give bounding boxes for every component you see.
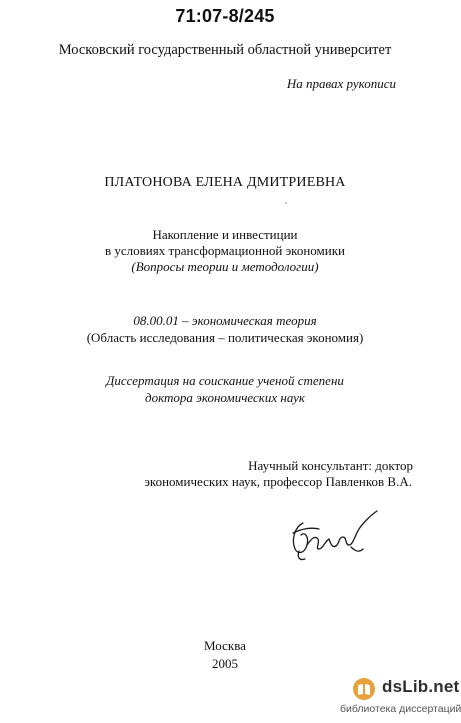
book-logo-icon (352, 677, 376, 701)
rights-note: На правах рукописи (286, 76, 396, 91)
watermark (340, 677, 461, 721)
author-name: ПЛАТОНОВА ЕЛЕНА ДМИТРИЕВНА (104, 175, 346, 190)
scan-speck (285, 202, 287, 204)
advisor-line-1: Научный консультант: доктор (248, 458, 413, 473)
title-line-1: Накопление и инвестиции (152, 227, 298, 242)
year: 2005 (212, 656, 238, 671)
city: Москва (204, 638, 246, 653)
title-subtitle: (Вопросы теории и методологии) (131, 259, 319, 274)
watermark-subtitle: библиотека диссертаций (340, 703, 461, 715)
document-number: 71:07-8/245 (175, 6, 275, 26)
watermark-brand: dsLib.net (382, 677, 460, 696)
dissertation-degree-line-1: Диссертация на соискание ученой степени (106, 373, 344, 388)
specialty-field: (Область исследования – политическая экономия) (86, 330, 364, 345)
dissertation-degree-line-2: доктора экономических наук (145, 390, 305, 405)
title-line-2: в условиях трансформационной экономики (104, 243, 346, 258)
advisor-line-2: экономических наук, профессор Павленков В.А. (144, 474, 412, 489)
university-name: Московский государственный областной университет (58, 42, 392, 58)
handwritten-signature-icon (285, 505, 385, 567)
specialty-code: 08.00.01 – экономическая теория (133, 313, 317, 328)
